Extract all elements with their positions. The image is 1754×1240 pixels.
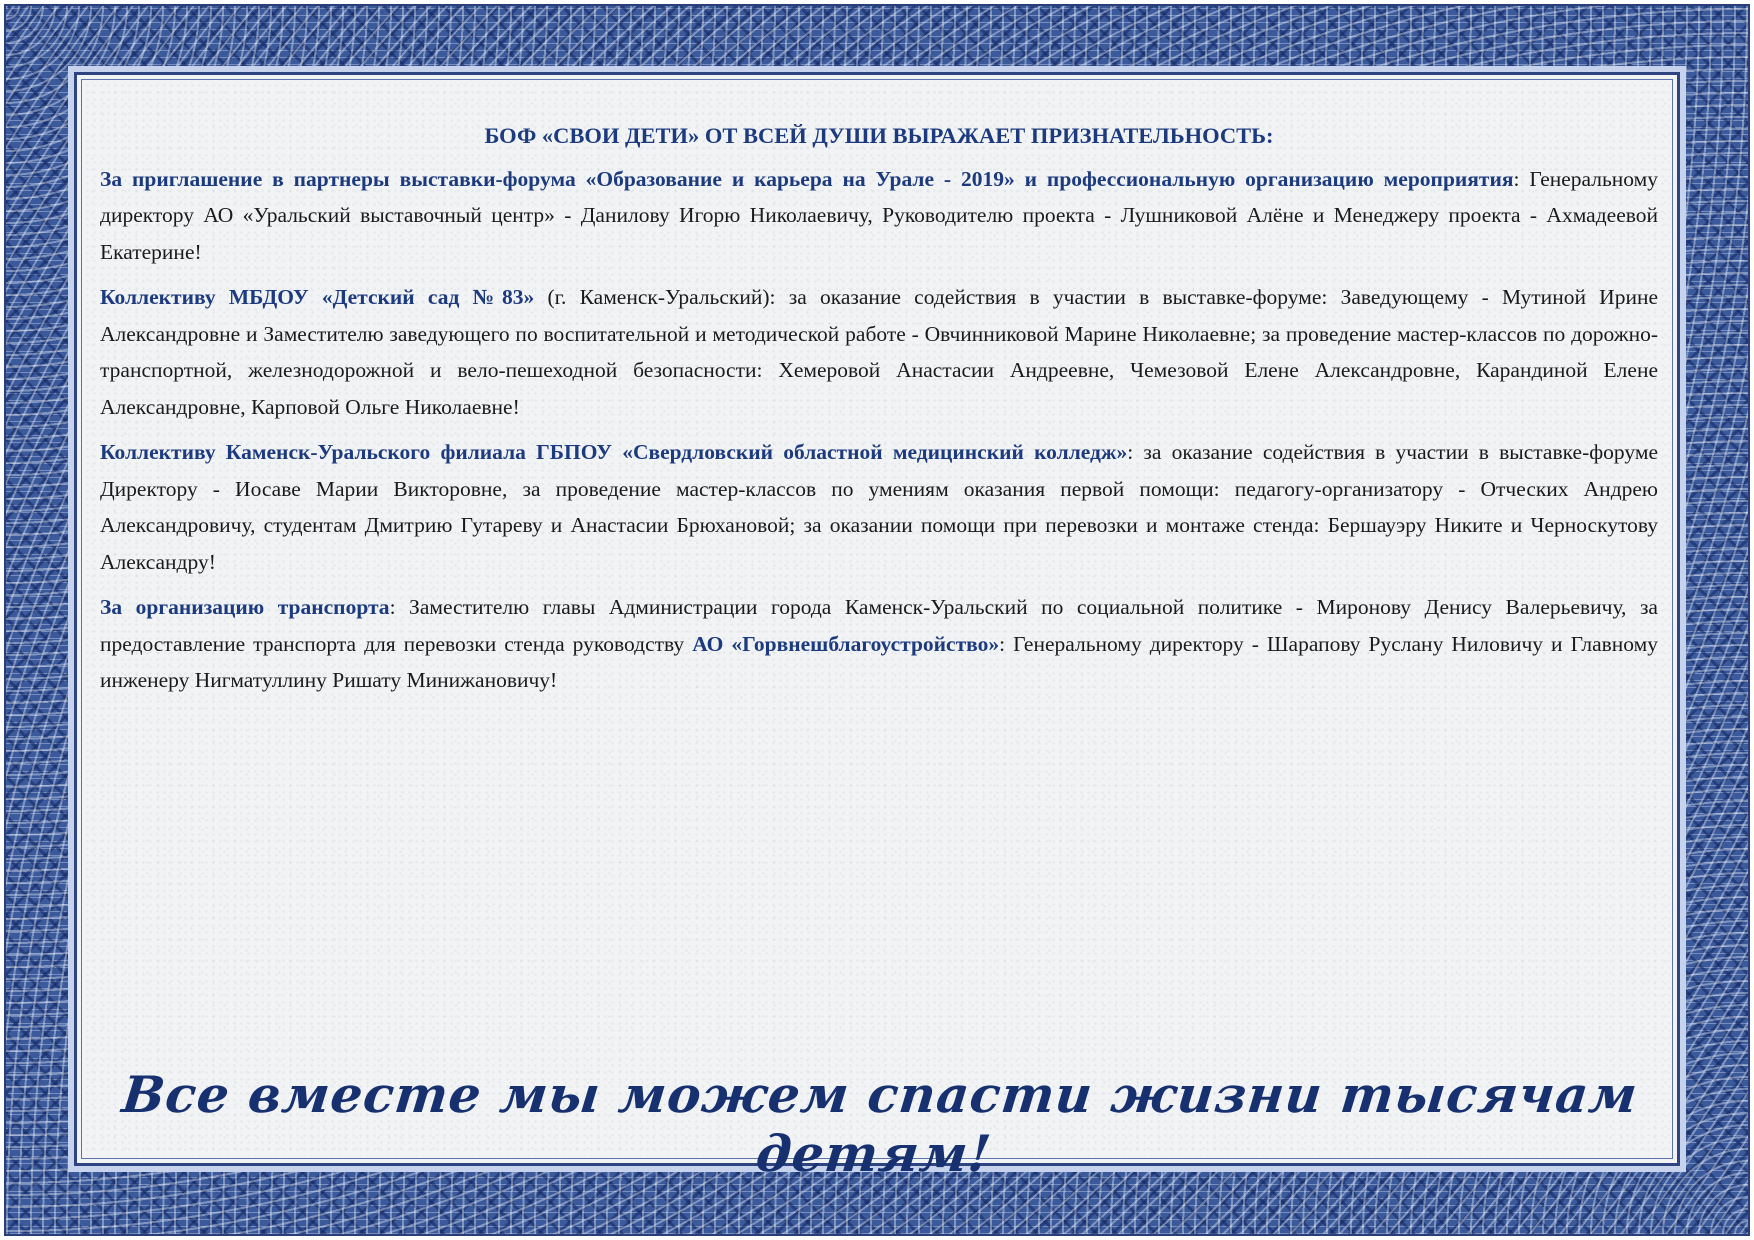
paragraph-transport [100,589,1658,699]
paragraph-lead: Коллективу Каменск-Уральского филиала ГБПОУ «Свердловский областной медицинский колледж» [100,440,1128,464]
paragraph-kindergarten [100,279,1658,425]
organization-name: АО «Горвнешблагоустройство» [692,631,1000,656]
paragraph-lead: За организацию транспорта [100,595,390,619]
certificate-slogan: Все вместе мы можем спасти жизни тысячам детям! [119,1065,1641,1183]
paragraph-text: : Генеральному директору АО «Уральский выставочный центр» - Данилову Игорю Николаевичу, Руководителю проекта - Лушниковой Алёне и Менеджеру проекта - Ахмадеевой Екатерине! [100,166,1658,264]
paragraph-text: : за оказание содействия в участии в выставке-форуме Директору - Иосаве Марии Викторовне, за проведение мастер-классов по умениям оказания первой помощи: педагогу-организатору - Отческих Андрею Александровичу, студентам Дмитрию Гутареву и Анастасии Брюхановой; за оказании помощи при перевозки и монтаже стенда: Бершауэру Никите и Черноскутову Александру! [100,440,1658,574]
certificate-body [100,118,1658,708]
paragraph-lead: За приглашение в партнеры выставки-форума «Образование и карьера на Урале - 2019» и профессиональную организацию мероприятия [100,166,1514,191]
paragraph-lead: Коллективу МБДОУ «Детский сад №83» [100,285,535,309]
paragraph-text: : Генеральному директору - Шарапову Руслану Ниловичу и Главному инженеру Нигматуллину Ришату Минижановичу! [100,631,1659,692]
paragraph-exhibition-partners [100,161,1658,271]
certificate-heading: БОФ «СВОИ ДЕТИ» ОТ ВСЕЙ ДУШИ ВЫРАЖАЕТ ПРИЗНАТЕЛЬНОСТЬ: [484,123,1274,148]
paragraph-text: : Заместителю главы Администрации города Каменск-Уральский по социальной политике - Миронову Денису Валерьевичу, за предоставление транспорта для перевозки стенда руководству [100,595,1658,656]
paragraph-medical-college [100,434,1658,580]
paragraph-text: (г. Каменск-Уральский): за оказание содействия в участии в выставке-форуме: Заведующему - Мутиной Ирине Александровне и Заместителю заведующего по воспитательной и методической работе - Овчинниковой Марине Николаевне; за проведение мастер-классов по дорожно-транспортной, железнодорожной и вело-пешеходной безопасности: Хемеровой Анастасии Андреевне, Чемезовой Елене Александровне, Карандиной Елене Александровне, Карповой Ольге Николаевне! [100,285,1658,419]
